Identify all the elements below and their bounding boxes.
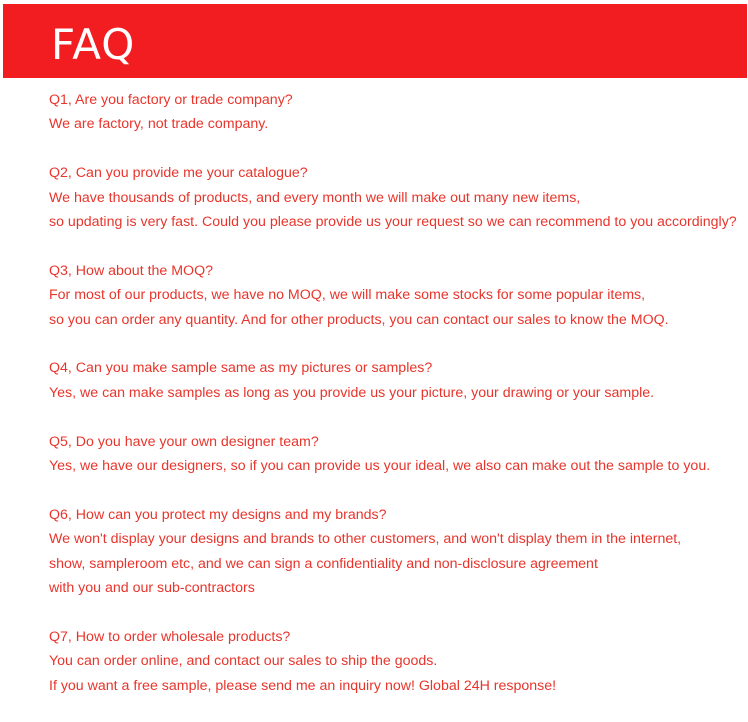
faq-answer-line: We won't display your designs and brands to other customers, and won't display them in the internet,: [49, 531, 682, 548]
faq-item-7: [49, 625, 739, 698]
faq-question: Q1, Are you factory or trade company?: [49, 92, 293, 108]
faq-answer-line: If you want a free sample, please send me an inquiry now! Global 24H response!: [49, 677, 557, 694]
faq-question: Q6, How can you protect my designs and my brands?: [49, 506, 387, 523]
faq-answer-line: You can order online, and contact our sales to ship the goods.: [49, 653, 438, 670]
faq-item-3: [49, 259, 739, 332]
faq-header-banner: [3, 4, 747, 78]
faq-answer-line: show, sampleroom etc, and we can sign a confidentiality and non-disclosure agreement: [49, 555, 598, 572]
faq-answer-line: We are factory, not trade company.: [49, 116, 269, 133]
faq-question: Q5, Do you have your own designer team?: [49, 433, 319, 450]
faq-question: Q4, Can you make sample same as my pictures or samples?: [49, 360, 433, 377]
faq-answer-line: For most of our products, we have no MOQ, we will make some stocks for some popular items,: [49, 287, 646, 304]
faq-item-4: [49, 356, 739, 405]
page-title: FAQ: [51, 20, 136, 69]
faq-answer-line: with you and our sub-contractors: [49, 580, 255, 597]
faq-answer-line: so updating is very fast. Could you please provide us your request so we can recommend to you accordingly?: [49, 214, 737, 231]
faq-answer-line: so you can order any quantity. And for other products, you can contact our sales to know the MOQ.: [49, 311, 669, 328]
faq-item-6: [49, 503, 739, 601]
faq-question: Q2, Can you provide me your catalogue?: [49, 165, 308, 182]
faq-item-2: [49, 161, 739, 234]
faq-item-1: [49, 88, 739, 137]
faq-answer-line: Yes, we have our designers, so if you can provide us your ideal, we also can make out the sample to you.: [49, 458, 711, 475]
faq-item-5: [49, 430, 739, 479]
faq-answer-line: We have thousands of products, and every month we will make out many new items,: [49, 189, 581, 206]
faq-list: [49, 88, 739, 722]
faq-question: Q3, How about the MOQ?: [49, 262, 214, 279]
faq-answer-line: Yes, we can make samples as long as you provide us your picture, your drawing or your sample.: [49, 384, 655, 401]
faq-question: Q7, How to order wholesale products?: [49, 628, 291, 645]
